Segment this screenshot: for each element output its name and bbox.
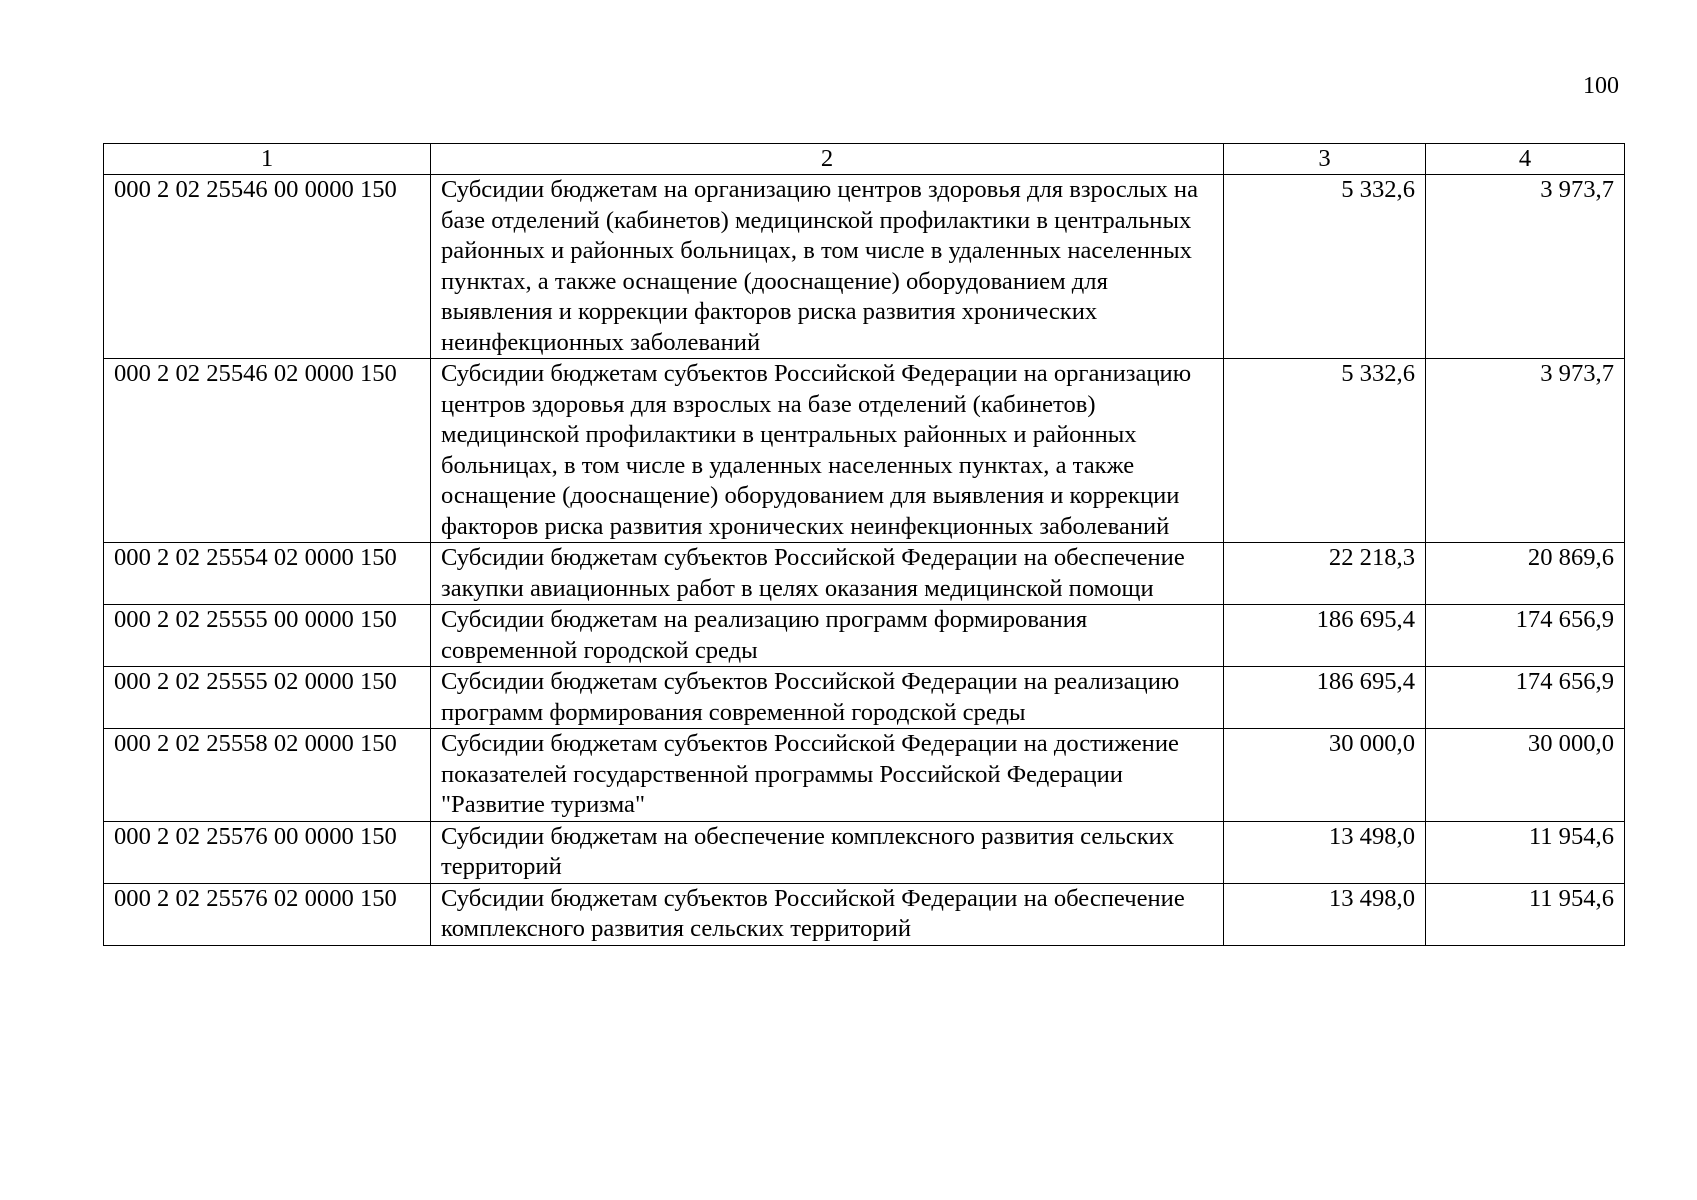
table-row — [104, 543, 1625, 605]
budget-table — [103, 143, 1625, 946]
value-column-4: 174 656,9 — [1426, 667, 1625, 729]
value-column-3: 186 695,4 — [1224, 605, 1426, 667]
value-column-3: 13 498,0 — [1224, 883, 1426, 945]
table-row — [104, 175, 1625, 359]
item-name: Субсидии бюджетам субъектов Российской Федерации на обеспечение закупки авиационных работ в целях оказания медицинской помощи — [431, 543, 1224, 605]
budget-code: 000 2 02 25546 00 0000 150 — [104, 175, 431, 359]
table-row — [104, 729, 1625, 822]
budget-code: 000 2 02 25555 02 0000 150 — [104, 667, 431, 729]
item-name: Субсидии бюджетам субъектов Российской Федерации на обеспечение комплексного развития сельских территорий — [431, 883, 1224, 945]
value-column-4: 174 656,9 — [1426, 605, 1625, 667]
value-column-4: 11 954,6 — [1426, 883, 1625, 945]
budget-code: 000 2 02 25558 02 0000 150 — [104, 729, 431, 822]
value-column-3: 13 498,0 — [1224, 821, 1426, 883]
table-row — [104, 359, 1625, 543]
item-name: Субсидии бюджетам субъектов Российской Федерации на организацию центров здоровья для взрослых на базе отделений (кабинетов) медицинской профилактики в центральных районных и районных больницах, в том числе в удаленных населенных пунктах, а также оснащение (дооснащение) оборудованием для выявления и коррекции факторов риска развития хронических неинфекционных заболеваний — [431, 359, 1224, 543]
page-number: 100 — [1583, 73, 1619, 99]
budget-code: 000 2 02 25555 00 0000 150 — [104, 605, 431, 667]
budget-code: 000 2 02 25554 02 0000 150 — [104, 543, 431, 605]
column-header-4: 4 — [1426, 144, 1625, 175]
value-column-3: 30 000,0 — [1224, 729, 1426, 822]
budget-code: 000 2 02 25576 00 0000 150 — [104, 821, 431, 883]
table-row — [104, 821, 1625, 883]
table-row — [104, 883, 1625, 945]
item-name: Субсидии бюджетам на реализацию программ формирования современной городской среды — [431, 605, 1224, 667]
value-column-4: 3 973,7 — [1426, 359, 1625, 543]
value-column-4: 11 954,6 — [1426, 821, 1625, 883]
column-header-2: 2 — [431, 144, 1224, 175]
item-name: Субсидии бюджетам на обеспечение комплексного развития сельских территорий — [431, 821, 1224, 883]
item-name: Субсидии бюджетам субъектов Российской Федерации на реализацию программ формирования современной городской среды — [431, 667, 1224, 729]
budget-code: 000 2 02 25546 02 0000 150 — [104, 359, 431, 543]
budget-code: 000 2 02 25576 02 0000 150 — [104, 883, 431, 945]
header-row — [104, 144, 1625, 175]
column-header-1: 1 — [104, 144, 431, 175]
item-name: Субсидии бюджетам на организацию центров здоровья для взрослых на базе отделений (кабинетов) медицинской профилактики в центральных районных и районных больницах, в том числе в удаленных населенных пунктах, а также оснащение (дооснащение) оборудованием для выявления и коррекции факторов риска развития хронических неинфекционных заболеваний — [431, 175, 1224, 359]
value-column-3: 22 218,3 — [1224, 543, 1426, 605]
table-row — [104, 667, 1625, 729]
value-column-4: 3 973,7 — [1426, 175, 1625, 359]
value-column-4: 20 869,6 — [1426, 543, 1625, 605]
column-header-3: 3 — [1224, 144, 1426, 175]
value-column-3: 5 332,6 — [1224, 359, 1426, 543]
table-row — [104, 605, 1625, 667]
value-column-3: 186 695,4 — [1224, 667, 1426, 729]
value-column-3: 5 332,6 — [1224, 175, 1426, 359]
item-name: Субсидии бюджетам субъектов Российской Федерации на достижение показателей государственной программы Российской Федерации "Развитие туризма" — [431, 729, 1224, 822]
value-column-4: 30 000,0 — [1426, 729, 1625, 822]
